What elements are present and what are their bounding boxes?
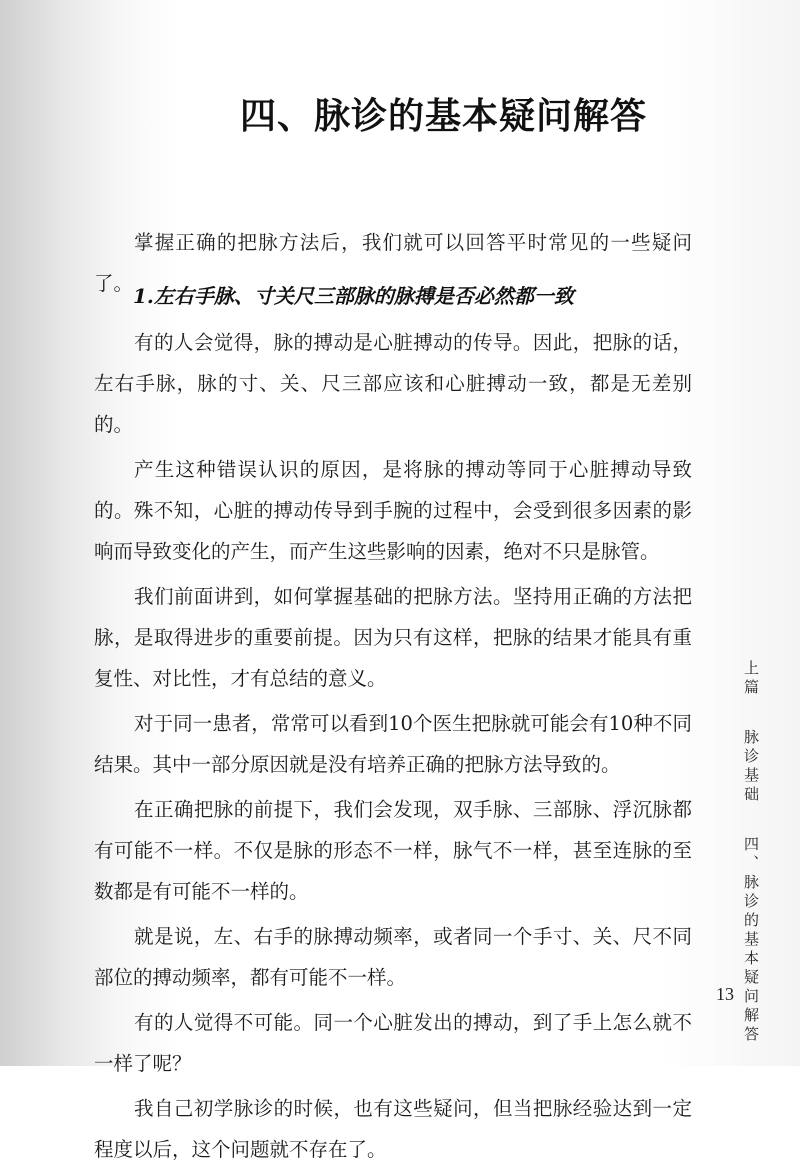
body-text <box>94 322 692 1174</box>
paragraph-8: 我自己初学脉诊的时候，也有这些疑问，但当把脉经验达到一定程度以后，这个问题就不存在了。 <box>94 1097 692 1161</box>
paragraph-6: 就是说，左、右手的脉搏动频率，或者同一个手寸、关、尺不同部位的搏动频率，都有可能不一样。 <box>94 925 692 989</box>
chapter-label: 四、脉诊的基本疑问解答 <box>742 835 760 1045</box>
part-label: 上篇 <box>742 660 760 698</box>
section-heading: 1.左右手脉、寸关尺三部脉的脉搏是否必然都一致 <box>133 284 574 308</box>
paragraph-4: 对于同一患者，常常可以看到10个医生把脉就可能会有10种不同结果。其中一部分原因就是没有培养正确的把脉方法导致的。 <box>94 712 692 776</box>
paragraph-1: 有的人会觉得，脉的搏动是心脏搏动的传导。因此，把脉的话，左右手脉，脉的寸、关、尺三部应该和心脏搏动一致，都是无差别的。 <box>94 331 692 436</box>
paragraph-3: 我们前面讲到，如何掌握基础的把脉方法。坚持用正确的方法把脉，是取得进步的重要前提。因为只有这样，把脉的结果才能具有重复性、对比性，才有总结的意义。 <box>94 585 692 690</box>
chapter-title: 四、脉诊的基本疑问解答 <box>240 95 648 137</box>
paragraph-2: 产生这种错误认识的原因，是将脉的搏动等同于心脏搏动导致的。殊不知，心脏的搏动传导到手腕的过程中，会受到很多因素的影响而导致变化的产生，而产生这些影响的因素，绝对不只是脉管。 <box>94 458 692 563</box>
intro-paragraph: 掌握正确的把脉方法后，我们就可以回答平时常见的一些疑问了。 <box>94 231 692 295</box>
paragraph-5: 在正确把脉的前提下，我们会发现，双手脉、三部脉、浮沉脉都有可能不一样。不仅是脉的形态不一样，脉气不一样，甚至连脉的至数都是有可能不一样的。 <box>94 798 692 903</box>
paragraph-7: 有的人觉得不可能。同一个心脏发出的搏动，到了手上怎么就不一样了呢？ <box>94 1011 692 1075</box>
page-number: 13 <box>716 984 734 1004</box>
part-title: 脉诊基础 <box>742 728 760 805</box>
